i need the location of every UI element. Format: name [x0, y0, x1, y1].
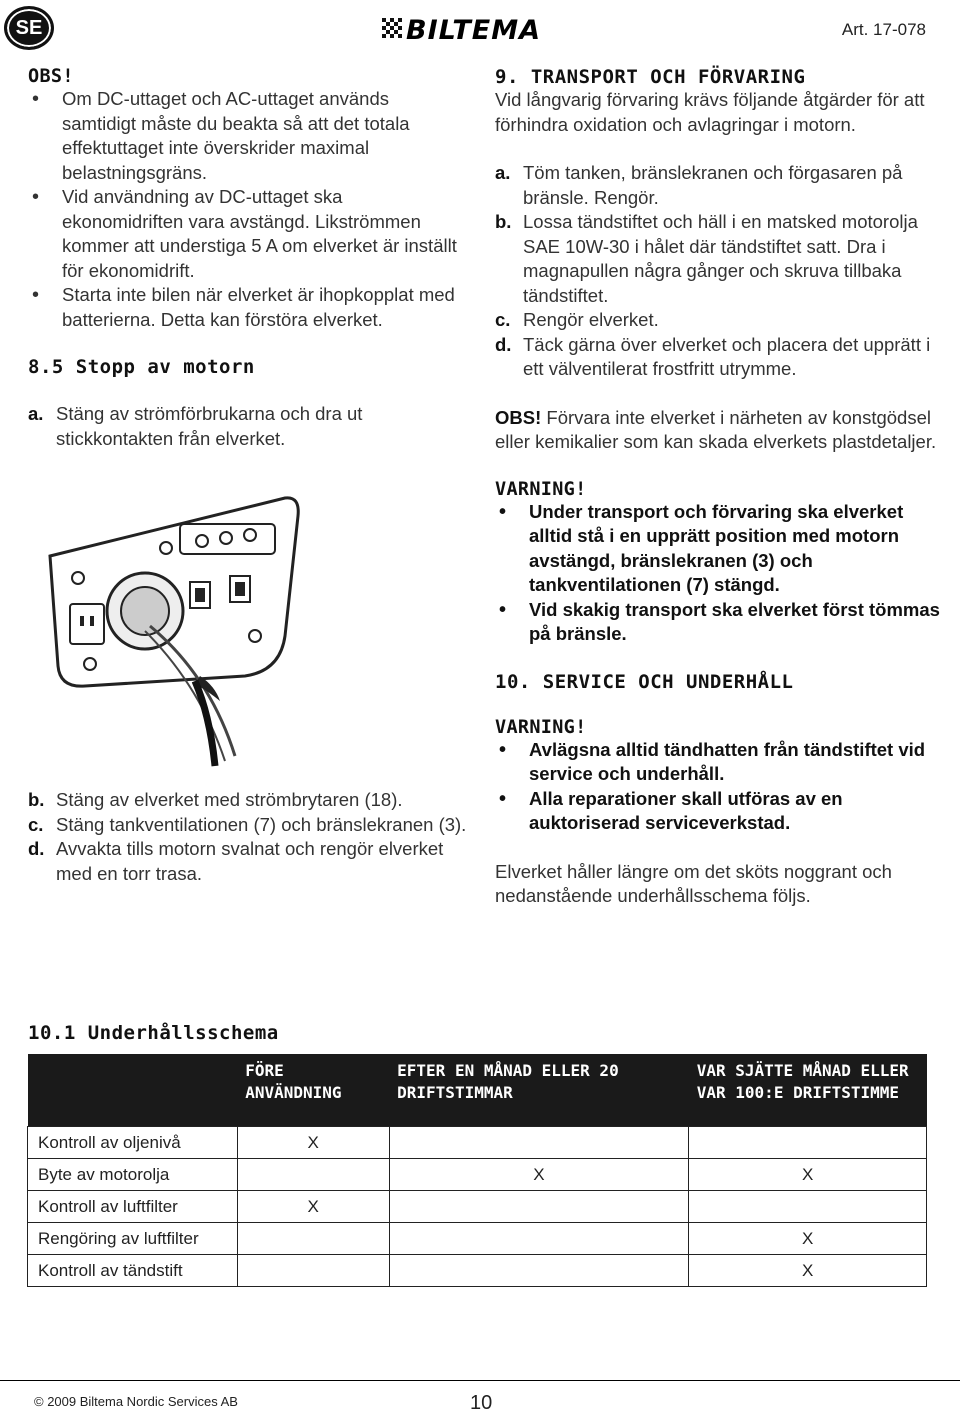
- table-row: [28, 1127, 927, 1159]
- table-cell: [689, 1127, 927, 1159]
- table-cell: Kontroll av oljenivå: [28, 1127, 238, 1159]
- obs-note: [495, 406, 940, 455]
- step-c: [28, 813, 468, 838]
- left-column: [28, 66, 468, 451]
- step-text: Avvakta tills motorn svalnat och rengör elverket med en torr trasa.: [56, 838, 444, 884]
- step-label: d.: [28, 838, 45, 859]
- table-cell: [389, 1223, 689, 1255]
- table-header: VAR SJÄTTE MÅNAD ELLER VAR 100:E DRIFTSTIMME: [689, 1054, 927, 1127]
- logo-checker-icon: [382, 14, 582, 44]
- step-label: c.: [28, 813, 44, 835]
- obs-text: Förvara inte elverket i närheten av konstgödsel eller kemikalier som kan skada elverkets plastdetaljer.: [495, 406, 937, 452]
- warning-bullet-list: [495, 500, 940, 647]
- stop-steps-continued: [28, 788, 468, 886]
- warning-bullet-list: [495, 738, 940, 836]
- step-label: a.: [28, 403, 44, 424]
- table-row: [28, 1223, 927, 1255]
- step-label: a.: [495, 162, 511, 183]
- list-item: • Vid skakig transport ska elverket först tömmas på bränsle.: [495, 598, 940, 647]
- footer-divider: [0, 1380, 960, 1381]
- list-item: • Vid användning av DC-uttaget ska ekonomidriften vara avstängd. Likströmmen kommer att understiga 5 A om elverket är inställt för ekonomidrift.: [28, 185, 468, 283]
- obs-label: OBS!: [495, 406, 542, 428]
- obs-bullet-list: [28, 87, 468, 332]
- table-cell: X: [237, 1127, 389, 1159]
- step-text: Stäng tankventilationen (7) och bränslekranen (3).: [56, 813, 467, 835]
- table-cell: X: [689, 1159, 927, 1191]
- table-cell: Byte av motorolja: [28, 1159, 238, 1191]
- warning-title: VARNING!: [495, 478, 587, 500]
- step-text: Täck gärna över elverket och placera det upprätt i ett välventilerat frostfritt utrymme.: [523, 333, 931, 379]
- table-cell: X: [389, 1159, 689, 1191]
- table-cell: [237, 1255, 389, 1287]
- step-text: Stäng av strömförbrukarna och dra ut stickkontakten från elverket.: [56, 403, 363, 449]
- table-cell: [389, 1127, 689, 1159]
- generator-panel-illustration: [30, 486, 330, 776]
- list-item: [495, 308, 940, 333]
- table-cell: X: [689, 1255, 927, 1287]
- table-cell: [389, 1255, 689, 1287]
- step-label: b.: [28, 789, 45, 810]
- step-b: [28, 788, 468, 813]
- warning-title: VARNING!: [495, 716, 587, 738]
- table-header-row: [28, 1054, 927, 1127]
- article-number: Art. 17-078: [841, 20, 926, 39]
- table-row: [28, 1191, 927, 1223]
- footer-copyright: © 2009 Biltema Nordic Services AB: [34, 1394, 238, 1409]
- table-cell: [237, 1223, 389, 1255]
- schedule-title: 10.1 Underhållsschema: [28, 1022, 279, 1044]
- step-text: Töm tanken, bränslekranen och förgasaren på bränsle. Rengör.: [523, 162, 903, 208]
- list-item: • Under transport och förvaring ska elverket alltid stå i en upprätt position med motorn avstängd, bränslekranen (3) och tankventilationen (7) stängd.: [495, 500, 940, 598]
- table-header: EFTER EN MÅNAD ELLER 20 DRIFTSTIMMAR: [389, 1054, 689, 1127]
- logo-text: BILTEMA: [406, 15, 541, 44]
- table-cell: Kontroll av tändstift: [28, 1255, 238, 1287]
- list-item: [495, 333, 940, 382]
- page-number: 10: [470, 1392, 493, 1414]
- step-text: Rengör elverket.: [523, 309, 659, 330]
- list-item: [495, 161, 940, 210]
- table-row: [28, 1255, 927, 1287]
- table-header: [28, 1054, 238, 1127]
- step-label: b.: [495, 211, 512, 232]
- step-label: c.: [495, 309, 511, 330]
- list-item: [495, 210, 940, 308]
- biltema-logo: [382, 14, 582, 49]
- step-a: [28, 402, 468, 451]
- table-header: FÖRE ANVÄNDNING: [237, 1054, 389, 1127]
- table-cell: [389, 1191, 689, 1223]
- table-cell: [689, 1191, 927, 1223]
- table-cell: X: [689, 1223, 927, 1255]
- service-text: Elverket håller längre om det sköts noggrant och nedanstående underhållsschema följs.: [495, 860, 892, 906]
- control-panel-icon: [30, 486, 330, 776]
- list-item: • Om DC-uttaget och AC-uttaget används samtidigt måste du beakta så att det totala effektuttaget inte överskrider maximal belastningsgräns.: [28, 87, 468, 185]
- language-badge: SE: [4, 6, 54, 50]
- obs-title: OBS!: [28, 66, 74, 87]
- transport-steps: [495, 161, 940, 382]
- section-heading-service: 10. SERVICE OCH UNDERHÅLL: [495, 670, 794, 693]
- step-d: [28, 837, 468, 886]
- step-label: d.: [495, 333, 512, 355]
- section-heading-transport: 9. TRANSPORT OCH FÖRVARING: [495, 66, 806, 88]
- transport-intro: Vid långvarig förvaring krävs följande åtgärder för att förhindra oxidation och avlagringar i motorn.: [495, 89, 925, 135]
- list-item: • Alla reparationer skall utföras av en auktoriserad serviceverkstad.: [495, 787, 940, 836]
- table-cell: [237, 1159, 389, 1191]
- right-column: [495, 66, 940, 909]
- section-heading-stop: 8.5 Stopp av motorn: [28, 356, 255, 378]
- table-cell: Kontroll av luftfilter: [28, 1191, 238, 1223]
- table-row: [28, 1159, 927, 1191]
- table-cell: Rengöring av luftfilter: [28, 1223, 238, 1255]
- list-item: • Avlägsna alltid tändhatten från tändstiftet vid service och underhåll.: [495, 738, 940, 787]
- table-cell: X: [237, 1191, 389, 1223]
- list-item: • Starta inte bilen när elverket är ihopkopplat med batterierna. Detta kan förstöra elverket.: [28, 283, 468, 332]
- maintenance-table: [27, 1054, 927, 1287]
- step-text: Lossa tändstiftet och häll i en matsked motorolja SAE 10W-30 i hålet där tändstiftet satt. Dra i magnapullen några gånger och skruva tillbaka tändstiftet.: [523, 211, 918, 306]
- step-text: Stäng av elverket med strömbrytaren (18).: [56, 789, 403, 810]
